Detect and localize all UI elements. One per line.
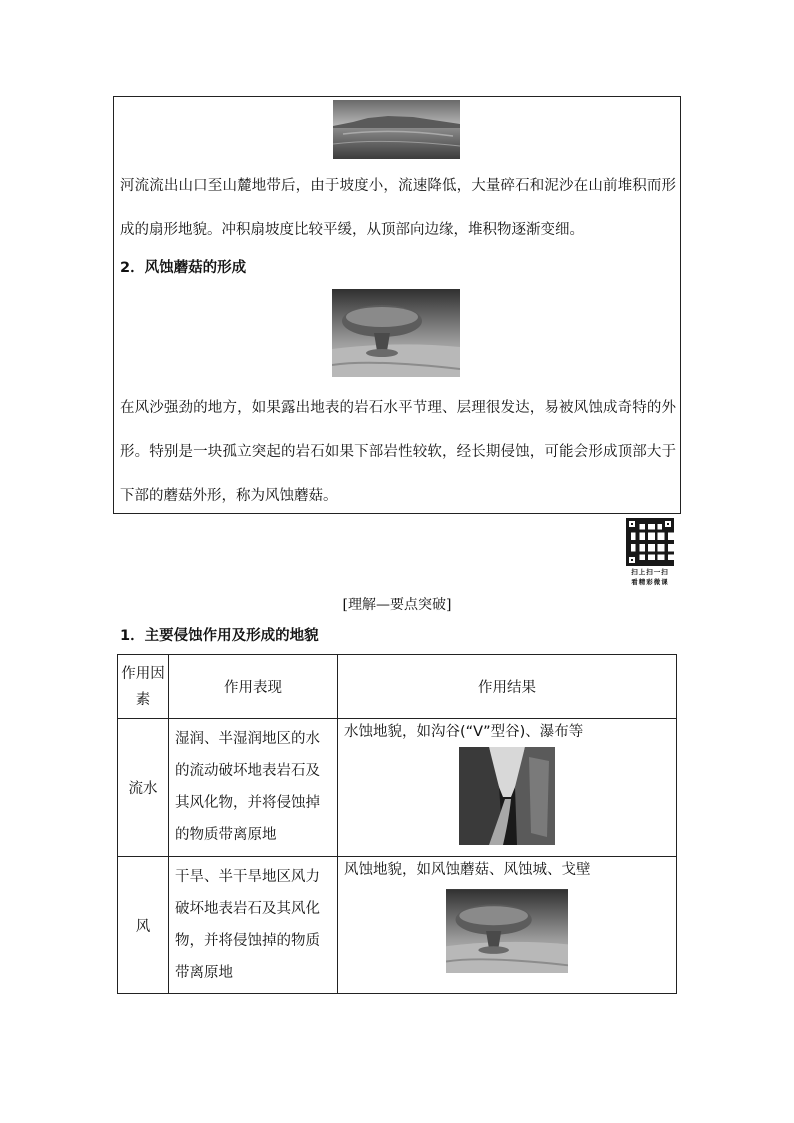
alluvial-fan-paragraph: 河流流出山口至山麓地带后，由于坡度小，流速降低，大量碎石和泥沙在山前堆积而形成的扇形地貌。冲积扇坡度比较平缓，从顶部向边缘，堆积物逐渐变细。 <box>120 178 676 238</box>
qr-caption-line2: 看精彩微课 <box>631 578 669 586</box>
row-factor: 流水 <box>118 719 169 857</box>
row-factor: 风 <box>118 857 169 994</box>
table-row <box>118 857 677 994</box>
row-manifestation: 干旱、半干旱地区风力破坏地表岩石及其风化物，并将侵蚀掉的物质带离原地 <box>169 857 338 994</box>
header-result: 作用结果 <box>338 655 677 719</box>
section-title: [理解—要点突破] <box>342 597 452 613</box>
row-result <box>338 857 677 994</box>
mushroom-rock-paragraph: 在风沙强劲的地方，如果露出地表的岩石水平节理、层理很发达，易被风蚀成奇特的外形。特别是一块孤立突起的岩石如果下部岩性较软，经长期侵蚀，可能会形成顶部大于下部的蘑菇外形，称为风蚀蘑菇。 <box>120 400 676 504</box>
mushroom-rock-table-photo <box>446 889 568 973</box>
row-manifestation: 湿润、半湿润地区的水的流动破坏地表岩石及其风化物，并将侵蚀掉的物质带离原地 <box>169 719 338 857</box>
mushroom-rock-photo <box>332 289 460 377</box>
result-text: 水蚀地貌，如沟谷(“V”型谷)、瀑布等 <box>344 724 584 740</box>
table-heading: 1．主要侵蚀作用及形成的地貌 <box>120 628 319 644</box>
row-result <box>338 719 677 857</box>
v-valley-photo <box>459 747 555 845</box>
result-text: 风蚀地貌，如风蚀蘑菇、风蚀城、戈壁 <box>344 862 591 878</box>
qr-code-icon[interactable] <box>626 518 674 566</box>
alluvial-fan-photo <box>333 100 460 159</box>
qr-caption-line1: 扫上扫一扫 <box>631 568 669 576</box>
heading-mushroom-rock: 2．风蚀蘑菇的形成 <box>120 260 247 276</box>
table-header-row <box>118 655 677 719</box>
table-row <box>118 719 677 857</box>
erosion-table <box>117 654 677 994</box>
header-manifestation: 作用表现 <box>169 655 338 719</box>
header-factor: 作用因素 <box>118 655 169 719</box>
